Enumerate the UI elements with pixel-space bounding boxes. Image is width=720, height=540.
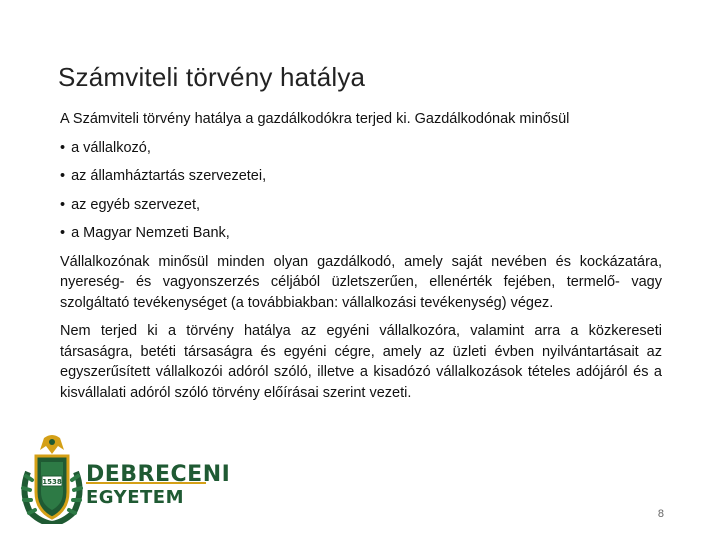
bullet-list [60,138,662,244]
intro-paragraph: A Számviteli törvény hatálya a gazdálkodókra terjed ki. Gazdálkodónak minősül [60,111,570,127]
list-item: • a vállalkozó, [60,139,151,156]
logo-year: 1538 [42,478,62,486]
logo-text-line2: EGYETEM [86,487,184,508]
bullet-icon: • [60,196,66,213]
slide-title: Számviteli törvény hatálya [58,62,366,92]
bullet-icon: • [60,225,66,241]
slide-body [60,109,662,411]
logo-text-line1: DEBRECENI [86,462,231,487]
list-item: • az egyéb szervezet, [60,196,201,213]
list-item: • a Magyar Nemzeti Bank, [60,225,230,241]
page-number: 8 [657,508,664,520]
bullet-icon: • [60,139,66,156]
exclusion-paragraph: Nem terjed ki a törvény hatálya az egyéni vállalkozóra, valamint arra a közkereseti társaságra, betéti társaságra és egyéni cégre, amely az üzleti évben nyilvántartásait az egyszerűsített vállalkozói adóról szóló, illetve a kisadózó vállalkozások tételes adójáról és a kisvállalati adóról szóló törvény előírásai szerint vezeti. [60,323,662,401]
bullet-icon: • [60,168,66,184]
list-item: • az államháztartás szervezetei, [60,168,267,184]
definition-paragraph: Vállalkozónak minősül minden olyan gazdálkodó, amely saját nevében és kockázatára, nyereség- és vagyonszerzés céljából üzletszerűen, ellenérték fejében, termelő- vagy szolgáltató tevékenységet (a továbbiakban: vállalkozási tevékenység) végez. [60,253,662,311]
